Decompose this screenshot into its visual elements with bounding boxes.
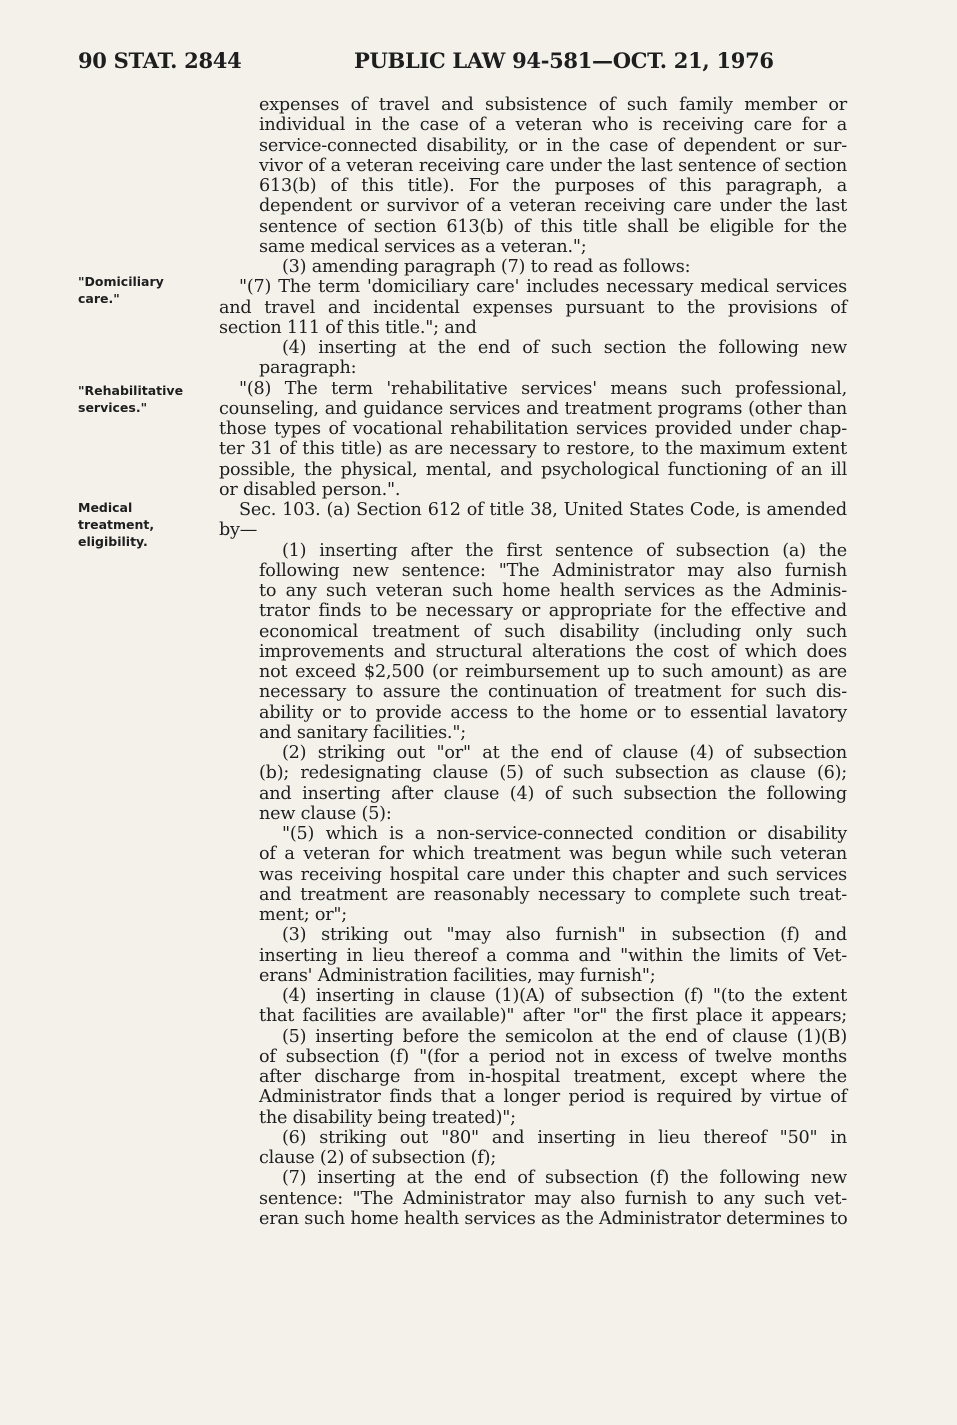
text-line: (4) inserting in clause (1)(A) of subsection (f) "(to the extent — [282, 986, 847, 1006]
text-line: to any such veteran such home health services as the Adminis- — [259, 581, 847, 601]
stat-page-number: 90 STAT. 2844 — [78, 48, 242, 73]
text-line: individual in the case of a veteran who is receiving care for a — [259, 115, 847, 136]
text-line: of a veteran for which treatment was begun while such veteran — [259, 844, 847, 865]
text-line: and sanitary facilities."; — [259, 722, 466, 743]
text-line: (6) striking out "80" and inserting in lieu thereof "50" in — [282, 1127, 847, 1148]
margin-note-domiciliary-care — [78, 273, 218, 307]
text-line: section 111 of this title."; and — [219, 317, 477, 338]
text-line: (3) amending paragraph (7) to read as follows: — [282, 257, 691, 277]
text-line: inserting in lieu thereof a comma and "within the limits of Vet- — [259, 945, 847, 966]
text-line: (2) striking out "or" at the end of clause (4) of subsection — [282, 743, 847, 763]
text-line: dependent or survivor of a veteran receiving care under the last — [259, 196, 847, 217]
text-line: "(5) which is a non-service-connected condition or disability — [282, 824, 847, 844]
text-line: (b); redesignating clause (5) of such subsection as clause (6); — [259, 763, 847, 784]
text-line: was receiving hospital care under this chapter and such services — [259, 864, 847, 885]
margin-note-line: "Domiciliary — [78, 274, 164, 289]
text-line: 613(b) of this title). For the purposes of this paragraph, a — [259, 176, 847, 196]
text-line: ability or to provide access to the home or to essential lavatory — [259, 702, 847, 723]
text-line: (3) striking out "may also furnish" in subsection (f) and — [282, 925, 847, 946]
text-line: by— — [219, 520, 258, 541]
margin-note-line: Medical — [78, 500, 133, 515]
margin-note-line: care." — [78, 291, 120, 306]
margin-note-medical-treatment-eligibility — [78, 499, 218, 550]
text-line: economical treatment of such disability (including only such — [259, 621, 847, 642]
text-line: new clause (5): — [259, 803, 392, 824]
text-line: (5) inserting before the semicolon at the end of clause (1)(B) — [282, 1026, 847, 1047]
text-line: possible, the physical, mental, and psychological functioning of an ill — [219, 459, 847, 480]
text-line: or disabled person.". — [219, 479, 401, 500]
margin-note-line: treatment, — [78, 517, 155, 532]
text-line: (4) inserting at the end of such section the following new — [282, 338, 847, 358]
text-line: vivor of a veteran receiving care under the last sentence of section — [259, 155, 847, 176]
margin-note-line: eligibility. — [78, 534, 148, 549]
text-line: and inserting after clause (4) of such subsection the following — [259, 783, 847, 804]
text-line: eran such home health services as the Administrator determines to — [259, 1208, 848, 1229]
text-line: necessary to assure the continuation of treatment for such dis- — [259, 682, 847, 703]
text-line: expenses of travel and subsistence of such family member or — [259, 95, 847, 115]
text-line: erans' Administration facilities, may furnish"; — [259, 965, 656, 986]
text-line: following new sentence: "The Administrator may also furnish — [259, 560, 847, 581]
text-line: the disability being treated)"; — [259, 1107, 516, 1128]
running-header-law-title: PUBLIC LAW 94-581—OCT. 21, 1976 — [354, 48, 774, 73]
text-line: (1) inserting after the first sentence of subsection (a) the — [282, 540, 847, 561]
text-line: Administrator finds that a longer period is required by virtue of — [259, 1087, 847, 1108]
text-line: sentence of section 613(b) of this title shall be eligible for the — [259, 216, 847, 237]
text-line: counseling, and guidance services and treatment programs (other than — [219, 398, 847, 419]
margin-note-line: "Rehabilitative — [78, 383, 184, 398]
text-line: clause (2) of subsection (f); — [259, 1148, 497, 1168]
text-line: improvements and structural alterations the cost of which does — [259, 641, 847, 662]
text-line: trator finds to be necessary or appropriate for the effective and — [259, 601, 847, 622]
text-line: ment; or"; — [259, 905, 348, 925]
margin-note-rehabilitative-services — [78, 382, 218, 416]
section-103-heading: Sec. 103. (a) Section 612 of title 38, United States Code, is amended — [239, 500, 847, 520]
text-line: "(7) The term 'domiciliary care' includes necessary medical services — [239, 277, 847, 298]
text-line: after discharge from in-hospital treatment, except where the — [259, 1067, 847, 1087]
text-line: not exceed $2,500 (or reimbursement up to such amount) as are — [259, 662, 847, 682]
text-line: paragraph: — [259, 358, 357, 379]
text-line: of subsection (f) "(for a period not in excess of twelve months — [259, 1046, 847, 1067]
statute-body-text — [219, 95, 847, 1229]
text-line: same medical services as a veteran."; — [259, 236, 587, 257]
text-line: and travel and incidental expenses pursuant to the provisions of — [219, 297, 847, 318]
text-line: (7) inserting at the end of subsection (f) the following new — [282, 1168, 847, 1189]
text-line: sentence: "The Administrator may also furnish to any such vet- — [259, 1188, 847, 1209]
text-line: and treatment are reasonably necessary to complete such treat- — [259, 884, 847, 905]
text-line: service-connected disability, or in the case of dependent or sur- — [259, 135, 847, 156]
margin-note-line: services." — [78, 400, 148, 415]
text-line: that facilities are available)" after "or" the first place it appears; — [259, 1006, 847, 1027]
text-line: ter 31 of this title) as are necessary to restore, to the maximum extent — [219, 439, 847, 460]
text-line: "(8) The term 'rehabilitative services' means such professional, — [239, 378, 847, 399]
text-line: those types of vocational rehabilitation services provided under chap- — [219, 419, 847, 439]
